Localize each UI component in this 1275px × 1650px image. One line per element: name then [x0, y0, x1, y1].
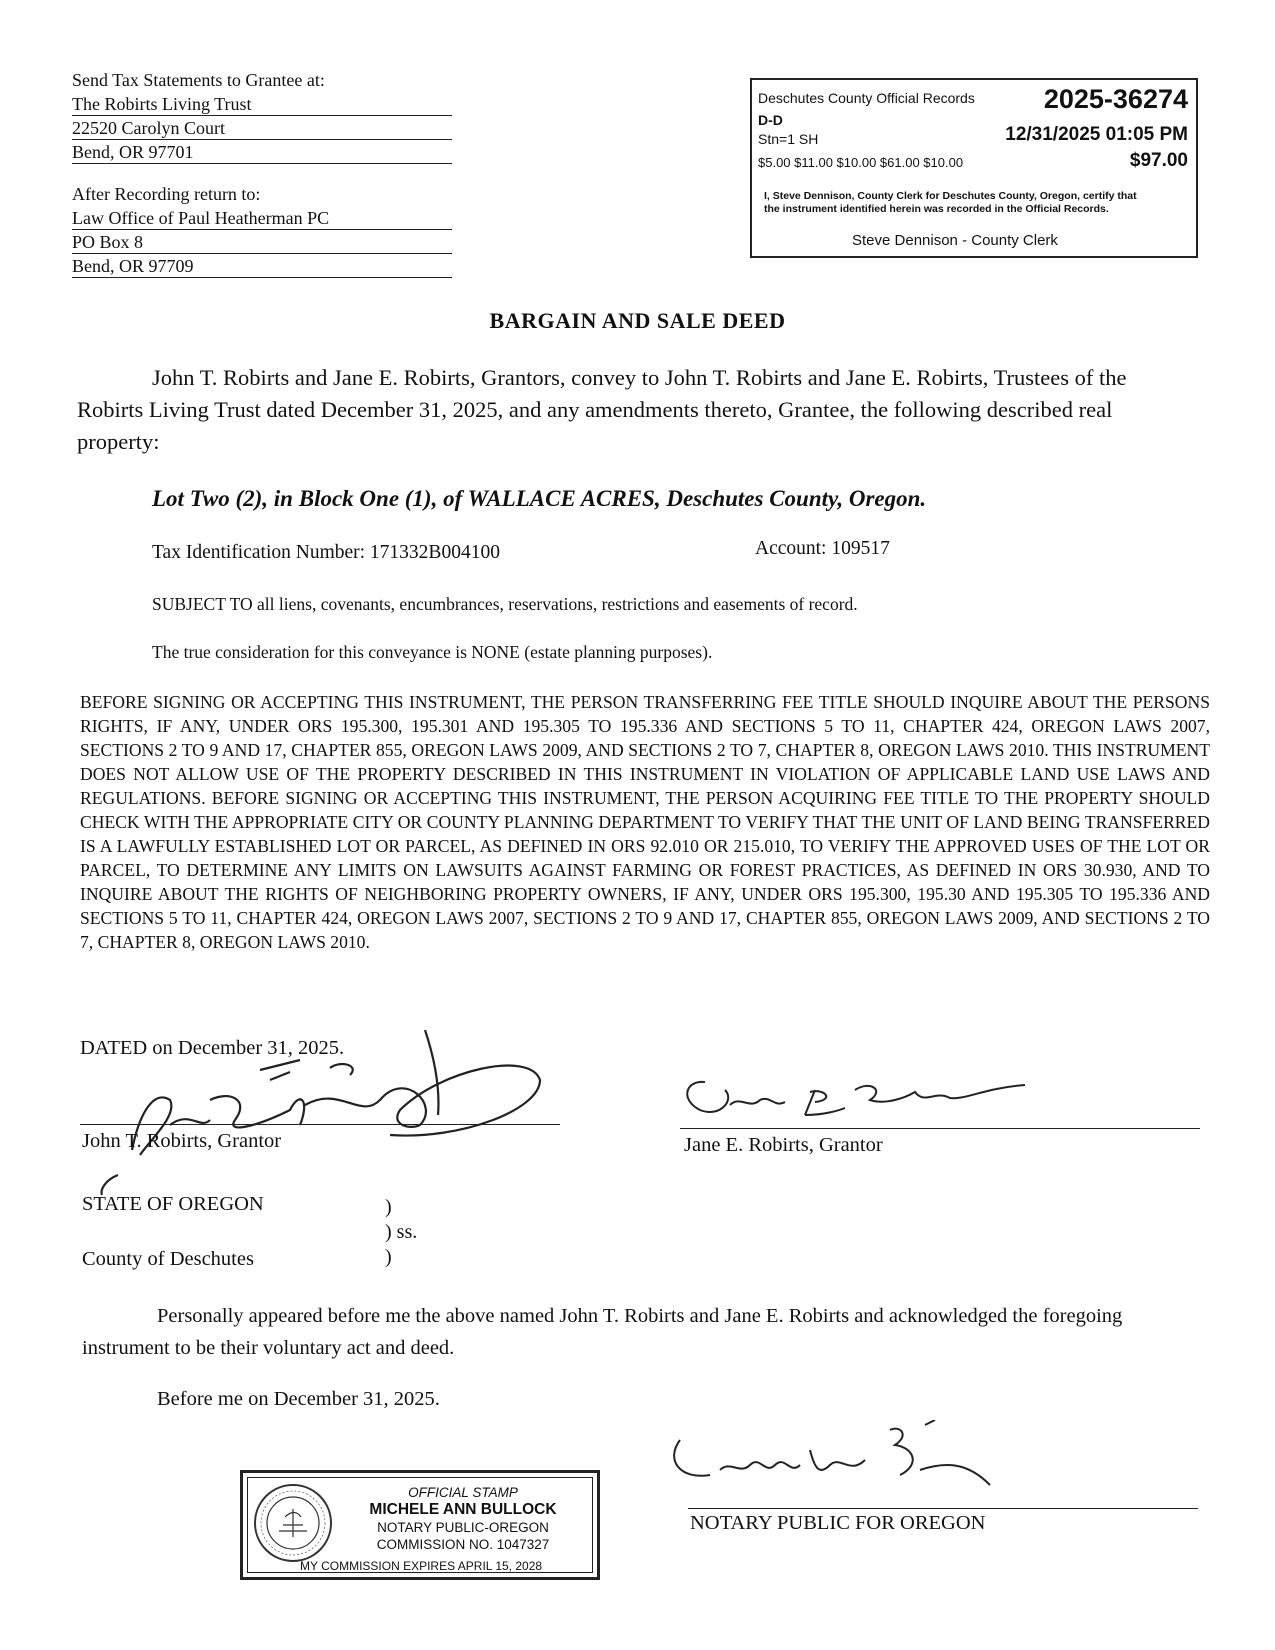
statutory-warning: BEFORE SIGNING OR ACCEPTING THIS INSTRUMENT, THE PERSON TRANSFERRING FEE TITLE SHOULD INQUIRE ABOUT THE PERSONS RIGHTS, IF ANY, UNDER ORS 195.300, 195.301 AND 195.305 TO 195.336 AND SECTIONS 5 TO 11, CHAPTER 424, OREGON LAWS 2007, SECTIONS 2 TO 9 AND 17, CHAPTER 855, OREGON LAWS 2009, AND SECTIONS 2 TO 7, CHAPTER 8, OREGON LAWS 2010. THIS INSTRUMENT DOES NOT ALLOW USE OF THE PROPERTY DESCRIBED IN THIS INSTRUMENT IN VIOLATION OF APPLICABLE LAND USE LAWS AND REGULATIONS. BEFORE SIGNING OR ACCEPTING THIS INSTRUMENT, THE PERSON ACQUIRING FEE TITLE TO THE PROPERTY SHOULD CHECK WITH THE APPROPRIATE CITY OR COUNTY PLANNING DEPARTMENT TO VERIFY THAT THE UNIT OF LAND BEING TRANSFERRED IS A LAWFULLY ESTABLISHED LOT OR PARCEL, AS DEFINED IN ORS 92.010 OR 215.010, TO VERIFY THE APPROVED USES OF THE LOT OR PARCEL, TO DETERMINE ANY LIMITS ON LAWSUITS AGAINST FARMING OR FOREST PRACTICES, AS DEFINED IN ORS 30.930, AND TO INQUIRE ABOUT THE RIGHTS OF NEIGHBORING PROPERTY OWNERS, IF ANY, UNDER ORS 195.300, 195.30 AND 195.305 TO 195.336 AND SECTIONS 5 TO 11, CHAPTER 424, OREGON LAWS 2007, SECTIONS 2 TO 9 AND 17, CHAPTER 855, OREGON LAWS 2009, AND SECTIONS 2 TO 7, CHAPTER 8, OREGON LAWS 2010.: [80, 692, 1210, 952]
venue-county: County of Deschutes: [82, 1248, 254, 1270]
acknowledgment-paragraph: Personally appeared before me the above named John T. Robirts and Jane E. Robirts and acknowledged the foregoing instrument to be their voluntary act and deed.: [82, 1305, 1123, 1359]
tax-id: Tax Identification Number: 171332B004100: [152, 542, 500, 563]
tax-statement-address: [72, 68, 452, 164]
stamp-commission: COMMISSION NO. 1047327: [376, 1537, 550, 1552]
legal-description: Lot Two (2), in Block One (1), of WALLACE ACRES, Deschutes County, Oregon.: [152, 486, 927, 511]
signature-notary: [660, 1420, 1040, 1520]
recording-certification: I, Steve Dennison, County Clerk for Deschutes County, Oregon, certify that the instrument identified herein was recorded in the Official Records.: [764, 190, 1137, 215]
account-number: Account: 109517: [755, 538, 890, 559]
notary-stamp: [240, 1470, 600, 1580]
signature-jane-robirts: [665, 1070, 1065, 1140]
recording-number: 2025-36274: [1043, 84, 1188, 114]
consideration: The true consideration for this conveyance is NONE (estate planning purposes).: [152, 642, 713, 662]
stamp-name: MICHELE ANN BULLOCK: [369, 1501, 557, 1518]
recording-fees: $5.00 $11.00 $10.00 $61.00 $10.00: [758, 155, 964, 170]
return-line: Law Office of Paul Heatherman PC: [72, 206, 452, 230]
return-address: [72, 182, 452, 278]
return-heading: After Recording return to:: [72, 184, 261, 204]
venue-paren: ): [385, 1246, 392, 1268]
notary-signature-line: [688, 1508, 1198, 1509]
tax-statement-line: 22520 Carolyn Court: [72, 116, 452, 140]
tax-statement-line: The Robirts Living Trust: [72, 92, 452, 116]
tax-statement-heading: Send Tax Statements to Grantee at:: [72, 70, 325, 90]
recording-box: [750, 78, 1198, 258]
venue-paren: ): [385, 1196, 392, 1218]
deed-title: BARGAIN AND SALE DEED: [489, 308, 786, 333]
return-line: PO Box 8: [72, 230, 452, 254]
recording-clerk: Steve Dennison - County Clerk: [852, 232, 1058, 249]
stamp-title: NOTARY PUBLIC-OREGON: [377, 1520, 549, 1535]
notary-signature-label: NOTARY PUBLIC FOR OREGON: [690, 1512, 986, 1534]
recording-total: $97.00: [1129, 150, 1188, 171]
stamp-expires: MY COMMISSION EXPIRES APRIL 15, 2028: [299, 1559, 543, 1573]
oregon-seal-icon: [251, 1481, 335, 1565]
grantor2-label: Jane E. Robirts, Grantor: [684, 1134, 883, 1156]
recording-type: D-D: [758, 112, 783, 128]
grantor2-signature-line: [680, 1128, 1200, 1129]
grantor1-signature-line: [80, 1124, 560, 1125]
subject-to: SUBJECT TO all liens, covenants, encumbrances, reservations, restrictions and easements of record.: [152, 594, 858, 614]
before-me-line: Before me on December 31, 2025.: [157, 1388, 440, 1410]
dated-line: DATED on December 31, 2025.: [80, 1037, 345, 1059]
recording-datetime: 12/31/2025 01:05 PM: [1005, 124, 1188, 145]
venue-state: STATE OF OREGON: [82, 1193, 264, 1215]
recording-station: Stn=1 SH: [758, 131, 819, 147]
return-line: Bend, OR 97709: [72, 254, 452, 278]
conveyance-paragraph: John T. Robirts and Jane E. Robirts, Grantors, convey to John T. Robirts and Jane E. Robirts, Trustees of the Robirts Living Trust dated December 31, 2025, and any amendments thereto, Grantee, the following described real property:: [77, 365, 1127, 454]
recording-office: Deschutes County Official Records: [758, 90, 975, 106]
venue-ss: ) ss.: [385, 1221, 418, 1243]
signature-john-robirts: [60, 1030, 580, 1200]
grantor1-label: John T. Robirts, Grantor: [82, 1130, 282, 1152]
stamp-heading: OFFICIAL STAMP: [408, 1485, 518, 1500]
tax-statement-line: Bend, OR 97701: [72, 140, 452, 164]
